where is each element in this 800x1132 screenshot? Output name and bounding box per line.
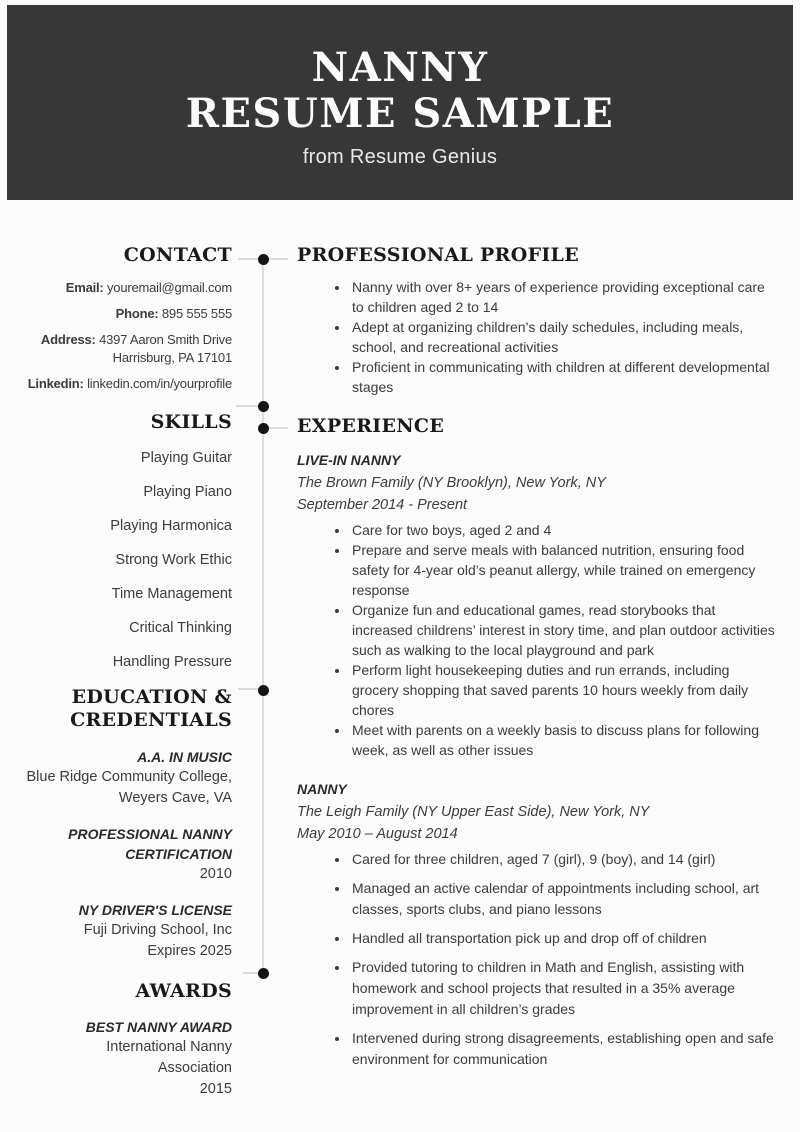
contact-field-value: 895 555 555 — [161, 305, 232, 321]
job-bullet: • Prepare and serve meals with balanced nutrition, ensuring food safety for 4-year old’s peanut allergy, while trained on emergency response — [350, 540, 777, 600]
job-title: NANNY — [297, 781, 347, 797]
skill-item: Strong Work Ethic — [115, 551, 232, 568]
timeline-dot-experience — [258, 423, 269, 434]
contact-field-label: Phone: — [115, 305, 159, 321]
timeline-dot-awards — [258, 968, 269, 979]
contact-field-row — [14, 279, 232, 297]
education-entry — [14, 900, 232, 962]
job-bullet: • Intervened during strong disagreements, establishing open and safe environment for communication — [350, 1028, 777, 1070]
timeline-dot-contact — [258, 254, 269, 265]
job-bullet: • Organize fun and educational games, read storybooks that increased childrens’ interest in story time, and plan outdoor activities such as walking to the local playground and park — [350, 600, 777, 660]
job-dates: September 2014 - Present — [297, 497, 468, 513]
job-title: LIVE-IN NANNY — [297, 452, 401, 468]
education-entry — [14, 824, 232, 885]
experience-heading: EXPERIENCE — [297, 415, 445, 437]
job-bullet-list — [297, 520, 777, 760]
job-dates: May 2010 – August 2014 — [297, 826, 458, 842]
contact-field-row — [14, 305, 232, 323]
contact-heading: CONTACT — [123, 244, 232, 266]
awards-heading: AWARDS — [135, 979, 232, 1002]
award-entry-line: Association — [157, 1059, 232, 1076]
sidebar-column — [14, 200, 232, 1100]
profile-bullet: • Adept at organizing children’s daily schedules, including meals, school, and recreational activities — [350, 317, 777, 357]
award-entry-lines — [14, 1037, 232, 1100]
education-entry-line: 2010 — [199, 865, 232, 882]
job-entry — [297, 780, 777, 1070]
job-bullet: • Handled all transportation pick up and drop off of children — [350, 928, 777, 949]
award-entry — [14, 1017, 232, 1100]
education-entry-title: PROFESSIONAL NANNY CERTIFICATION — [68, 825, 232, 862]
education-entry-title: A.A. IN MUSIC — [137, 748, 232, 765]
contact-field-value-line2: Harrisburg, PA 17101 — [112, 349, 232, 365]
education-entry-lines — [14, 920, 232, 962]
contact-field-row — [14, 375, 232, 393]
award-entry-line: 2015 — [199, 1080, 232, 1097]
education-entries — [14, 747, 232, 962]
education-entry — [14, 747, 232, 809]
skill-item: Handling Pressure — [112, 653, 232, 670]
education-entry-lines — [14, 864, 232, 885]
education-entry-line: Expires 2025 — [147, 942, 232, 959]
header-title-line1: NANNY — [311, 44, 489, 91]
award-entries — [14, 1017, 232, 1100]
skill-item: Playing Piano — [143, 483, 232, 500]
contact-field-row — [14, 331, 232, 367]
header-subtitle: from Resume Genius — [302, 146, 498, 168]
education-entry-line: Blue Ridge Community College, — [26, 768, 232, 785]
skill-item: Playing Guitar — [140, 449, 232, 466]
contact-field-value: 4397 Aaron Smith Drive — [99, 331, 232, 347]
contact-field-label: Email: — [65, 280, 104, 295]
education-heading: EDUCATION & CREDENTIALS — [70, 685, 232, 731]
job-bullet: • Provided tutoring to children in Math and English, assisting with homework and school projects that resulted in a 35% average improvement in all children’s grades — [350, 957, 777, 1020]
job-entry — [297, 451, 777, 760]
skill-item: Time Management — [111, 585, 232, 602]
experience-jobs — [297, 451, 777, 1070]
job-bullet: • Cared for three children, aged 7 (girl), 9 (boy), and 14 (girl) — [350, 849, 777, 870]
profile-heading: PROFESSIONAL PROFILE — [297, 244, 579, 266]
contact-fields — [14, 279, 232, 393]
timeline-dot-skills — [258, 401, 269, 412]
education-entry-line: Fuji Driving School, Inc — [83, 921, 232, 938]
contact-field-label: Address: — [40, 331, 96, 347]
contact-field-value: linkedin.com/in/yourprofile — [87, 375, 232, 391]
profile-bullet: • Proficient in communicating with children at different developmental stages — [350, 357, 777, 397]
header-title-line2: RESUME SAMPLE — [185, 90, 615, 137]
skill-item: Playing Harmonica — [110, 517, 232, 534]
education-entry-line: Weyers Cave, VA — [118, 789, 232, 806]
award-entry-title: BEST NANNY AWARD — [85, 1018, 232, 1035]
skills-heading: SKILLS — [150, 410, 232, 433]
main-column — [297, 200, 777, 1078]
education-entry-lines — [14, 767, 232, 809]
timeline-vertical-line — [262, 259, 264, 973]
job-bullet: • Perform light housekeeping duties and run errands, including grocery shopping that saved parents 10 hours weekly from daily chores — [350, 660, 777, 720]
header-banner — [7, 5, 793, 200]
profile-bullet-list — [297, 277, 777, 397]
contact-field-value: youremail@gmail.com — [107, 280, 232, 295]
skill-item: Critical Thinking — [129, 619, 232, 636]
profile-bullet: • Nanny with over 8+ years of experience providing exceptional care to children aged 2 to 14 — [350, 277, 777, 317]
job-bullet: • Managed an active calendar of appointments including school, art classes, sports clubs, and piano lessons — [350, 878, 777, 920]
job-bullet: • Care for two boys, aged 2 and 4 — [350, 520, 777, 540]
job-bullet: • Meet with parents on a weekly basis to discuss plans for following week, as well as other issues — [350, 720, 777, 760]
job-company: The Leigh Family (NY Upper East Side), New York, NY — [297, 804, 650, 820]
timeline-dot-education — [258, 685, 269, 696]
contact-field-label: Linkedin: — [27, 375, 84, 391]
education-entry-title: NY DRIVER'S LICENSE — [78, 901, 232, 918]
award-entry-line: International Nanny — [106, 1038, 232, 1055]
skills-list — [14, 448, 232, 672]
job-bullet-list — [297, 849, 777, 1070]
job-company: The Brown Family (NY Brooklyn), New York, NY — [297, 475, 606, 491]
